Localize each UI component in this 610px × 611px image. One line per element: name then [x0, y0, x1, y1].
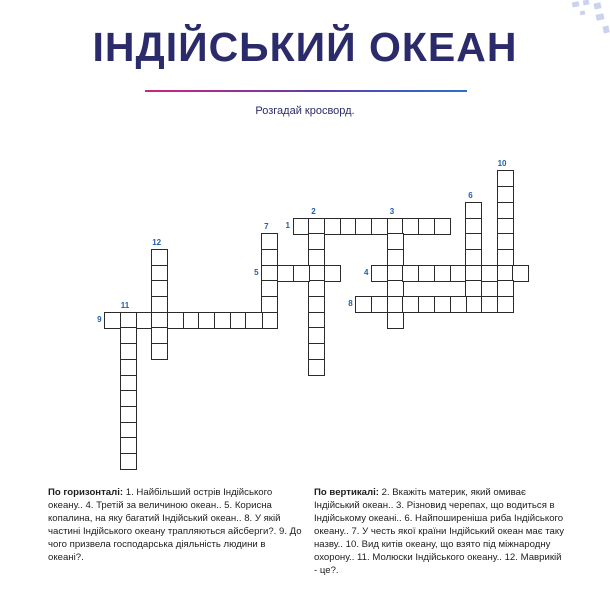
crossword-cell[interactable] [497, 249, 514, 266]
crossword-cell[interactable] [465, 265, 482, 282]
crossword-cell[interactable] [387, 233, 404, 250]
crossword-cell[interactable] [198, 312, 215, 329]
crossword-cell[interactable] [308, 249, 325, 266]
down-clues: 2. Вкажіть материк, який омиває Індійський океан.. 3. Різновид черепах, що водиться в Індійському океані.. 6. Найпоширеніша риба Індійського океану.. 7. У честь якої країни Індійський океан має таку назву.. 10. Вид китів океану, що взято під міжнародну охорону.. 11. Молюски Індійського океану.. 12. Маврикій - це?. [314, 487, 564, 576]
crossword-cell[interactable] [497, 170, 514, 187]
crossword-cell[interactable] [481, 265, 498, 282]
crossword-cell[interactable] [151, 280, 168, 297]
crossword-cell[interactable] [245, 312, 262, 329]
clue-number-1: 1 [285, 220, 290, 230]
crossword-cell[interactable] [418, 296, 435, 313]
crossword-cell[interactable] [497, 233, 514, 250]
crossword-cell[interactable] [371, 265, 388, 282]
crossword-cell[interactable] [183, 312, 200, 329]
crossword-cell[interactable] [167, 312, 184, 329]
crossword-cell[interactable] [355, 218, 372, 235]
crossword-cell[interactable] [308, 280, 325, 297]
clue-number-7: 7 [264, 222, 269, 232]
clue-number-12: 12 [152, 237, 162, 247]
crossword-cell[interactable] [371, 296, 388, 313]
crossword-cell[interactable] [120, 390, 137, 407]
crossword-cell[interactable] [465, 280, 482, 297]
crossword-cell[interactable] [308, 265, 325, 282]
across-label: По горизонталі: [48, 487, 124, 498]
crossword-cell[interactable] [308, 296, 325, 313]
crossword-cell[interactable] [434, 218, 451, 235]
crossword-cell[interactable] [402, 218, 419, 235]
crossword-cell[interactable] [434, 265, 451, 282]
crossword-cell[interactable] [434, 296, 451, 313]
crossword-cell[interactable] [387, 296, 404, 313]
crossword-cell[interactable] [465, 233, 482, 250]
crossword-cell[interactable] [497, 218, 514, 235]
crossword-cell[interactable] [151, 265, 168, 282]
clue-number-5: 5 [254, 267, 259, 277]
crossword-cell[interactable] [465, 218, 482, 235]
across-clues: 1. Найбільший острів Індійського океану.. 4. Третій за величиною океан.. 5. Корисна копалина, на яку багатий Індійський океан.. 8. У якій частині Індійського океану трапляються айсберги?. 9. До чого призвела господарська діяльність людини в океані?. [48, 487, 302, 563]
crossword-cell[interactable] [120, 437, 137, 454]
crossword-cell[interactable] [308, 327, 325, 344]
crossword-cell[interactable] [497, 296, 514, 313]
crossword-cell[interactable] [465, 249, 482, 266]
crossword-cell[interactable] [465, 202, 482, 219]
crossword-cell[interactable] [450, 265, 467, 282]
crossword-cell[interactable] [151, 312, 168, 329]
crossword-cell[interactable] [418, 265, 435, 282]
crossword-cell[interactable] [120, 375, 137, 392]
crossword-cell[interactable] [308, 312, 325, 329]
crossword-cell[interactable] [120, 359, 137, 376]
clue-number-4: 4 [364, 267, 369, 277]
crossword-cell[interactable] [308, 343, 325, 360]
clue-number-10: 10 [497, 159, 507, 169]
crossword-cell[interactable] [497, 202, 514, 219]
instructions: Розгадай кросворд. [255, 105, 355, 117]
crossword-cell[interactable] [261, 233, 278, 250]
crossword-cell[interactable] [481, 296, 498, 313]
crossword-cell[interactable] [355, 296, 372, 313]
crossword-cell[interactable] [324, 218, 341, 235]
crossword-cell[interactable] [293, 265, 310, 282]
crossword-cell[interactable] [497, 186, 514, 203]
crossword-cell[interactable] [120, 453, 137, 470]
clue-number-11: 11 [120, 300, 130, 310]
crossword-cell[interactable] [230, 312, 247, 329]
crossword-cell[interactable] [151, 343, 168, 360]
crossword-cell[interactable] [120, 343, 137, 360]
crossword-cell[interactable] [136, 312, 153, 329]
crossword-cell[interactable] [308, 218, 325, 235]
clue-number-8: 8 [348, 299, 353, 308]
crossword-cell[interactable] [277, 265, 294, 282]
clue-number-9: 9 [97, 314, 102, 324]
crossword-cell[interactable] [120, 327, 137, 344]
crossword-cell[interactable] [151, 327, 168, 344]
crossword-cell[interactable] [261, 249, 278, 266]
crossword-cell[interactable] [402, 296, 419, 313]
crossword-cell[interactable] [293, 218, 310, 235]
crossword-cell[interactable] [497, 280, 514, 297]
crossword-cell[interactable] [387, 249, 404, 266]
crossword-cell[interactable] [387, 280, 404, 297]
crossword-cell[interactable] [120, 422, 137, 439]
crossword-cell[interactable] [450, 296, 467, 313]
crossword-cell[interactable] [261, 280, 278, 297]
crossword-cell[interactable] [418, 218, 435, 235]
clues-down [314, 486, 564, 577]
crossword-cell[interactable] [387, 265, 404, 282]
crossword-cell[interactable] [104, 312, 121, 329]
crossword-cell[interactable] [402, 265, 419, 282]
crossword-cell[interactable] [387, 312, 404, 329]
crossword-cell[interactable] [151, 296, 168, 313]
crossword-cell[interactable] [308, 359, 325, 376]
clue-number-3: 3 [389, 206, 395, 216]
crossword-cell[interactable] [120, 312, 137, 329]
crossword-cell[interactable] [465, 296, 482, 313]
crossword-cell[interactable] [340, 218, 357, 235]
crossword-cell[interactable] [308, 233, 325, 250]
crossword-cell[interactable] [371, 218, 388, 235]
crossword-cell[interactable] [120, 406, 137, 423]
crossword-cell[interactable] [261, 296, 278, 313]
crossword-cell[interactable] [497, 265, 514, 282]
down-label: По вертикалі: [314, 487, 379, 498]
crossword-cell[interactable] [324, 265, 341, 282]
clues-across [48, 486, 303, 564]
crossword-cell[interactable] [512, 265, 529, 282]
crossword-cell[interactable] [214, 312, 231, 329]
crossword-cell[interactable] [151, 249, 168, 266]
clue-number-2: 2 [311, 206, 316, 216]
crossword-cell[interactable] [261, 265, 278, 282]
crossword-cell[interactable] [387, 218, 404, 235]
crossword-cell[interactable] [261, 312, 278, 329]
clue-number-6: 6 [468, 190, 473, 200]
page-title: ІНДІЙСЬКИЙ ОКЕАН [92, 24, 518, 70]
